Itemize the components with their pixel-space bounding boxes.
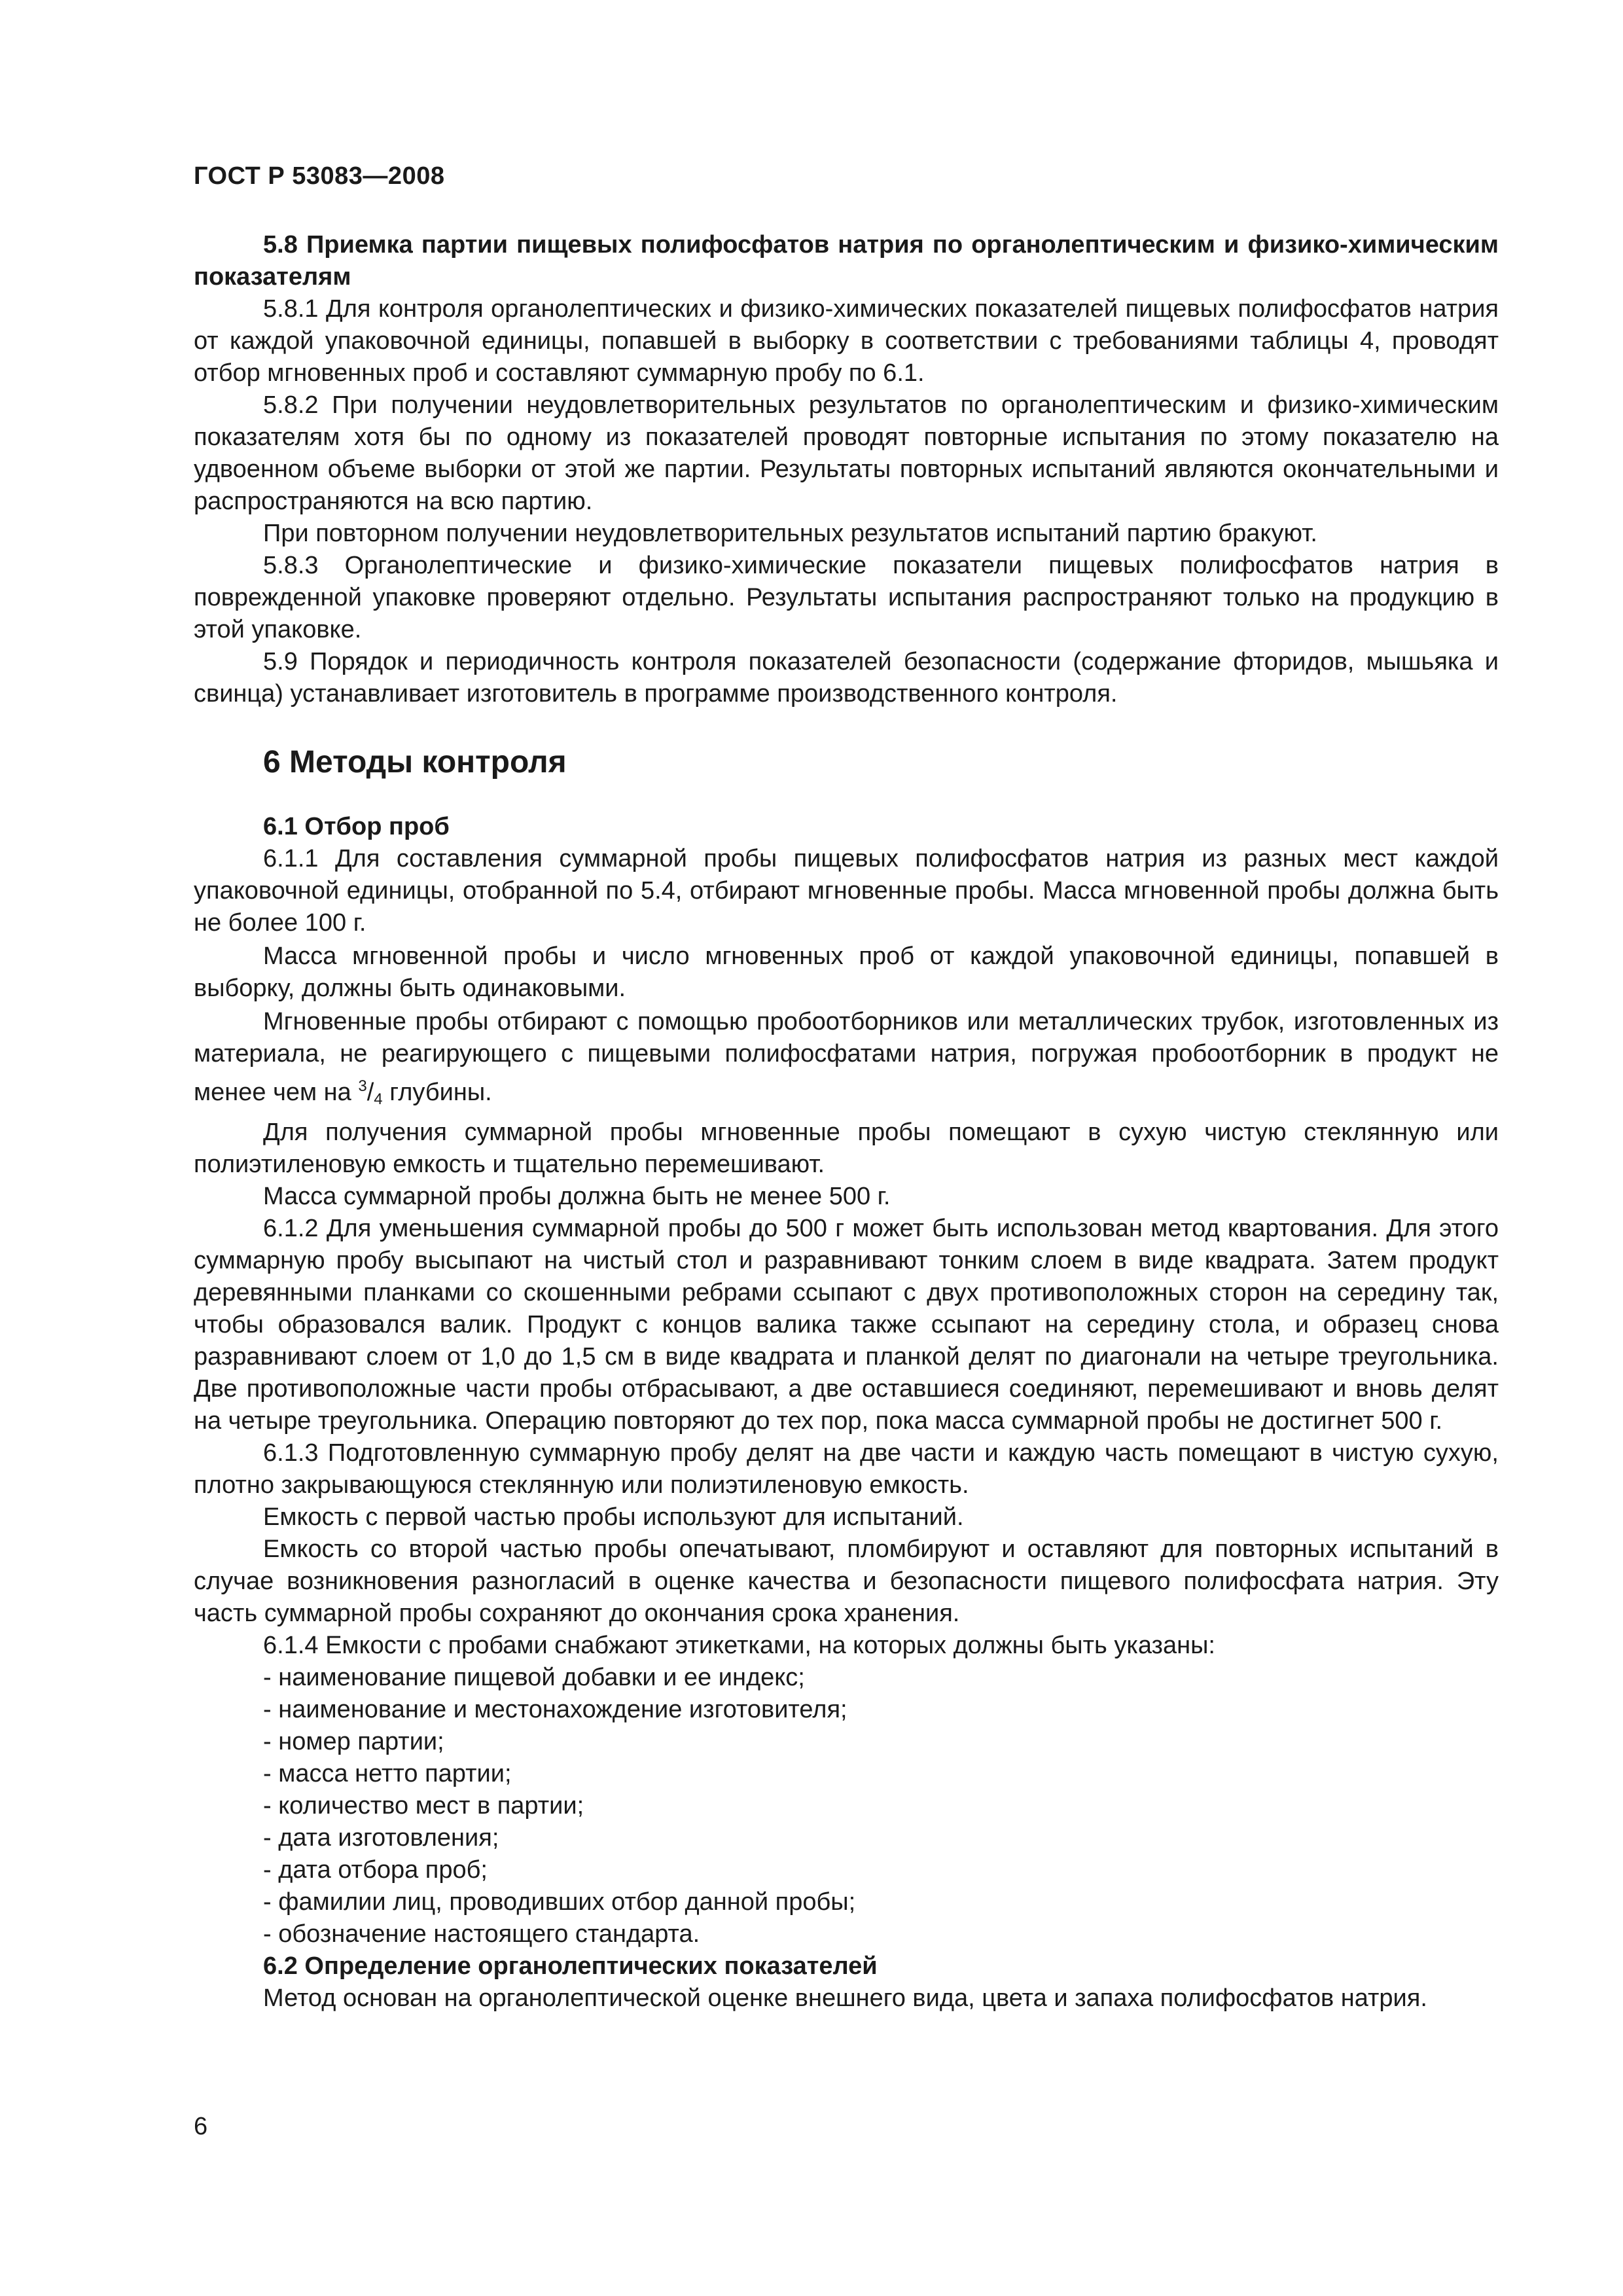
paragraph-5-8-3: 5.8.3 Органолептические и физико-химические показатели пищевых полифосфатов натрия в поврежденной упаковке проверяют отдельно. Результаты испытания распространяют только на продукцию в этой упаковке.: [194, 552, 1499, 643]
label-list-item: - наименование и местонахождение изготовителя;: [263, 1696, 847, 1723]
section-6-title: 6 Методы контроля: [263, 745, 567, 780]
paragraph-5-8-1: 5.8.1 Для контроля органолептических и физико-химических показателей пищевых полифосфатов натрия от каждой упаковочной единицы, попавшей в выборку в соответствии с требованиями таблицы 4, проводят отбор мгновенных проб и составляют суммарную пробу по 6.1.: [194, 295, 1499, 387]
fraction-three-quarters: $^3/_4$: [358, 1077, 383, 1108]
label-list-item: - обозначение настоящего стандарта.: [263, 1920, 700, 1948]
label-list-item: - масса нетто партии;: [263, 1760, 512, 1787]
samplers-text-end: глубины.: [389, 1079, 492, 1106]
section-5-8-heading: 5.8 Приемка партии пищевых полифосфатов натрия по органолептическим и физико-химическим показателям: [194, 231, 1499, 291]
paragraph-second-part: Емкость со второй частью пробы опечатывают, пломбируют и оставляют для повторных испытаний в случае возникновения разногласий в оценке качества и безопасности пищевого полифосфата натрия. Эту часть суммарной пробы сохраняют до окончания срока хранения.: [194, 1535, 1499, 1627]
paragraph-first-part: Емкость с первой частью пробы используют для испытаний.: [263, 1503, 964, 1531]
paragraph-mass-equal: Масса мгновенной пробы и число мгновенных проб от каждой упаковочной единицы, попавшей в выборку, должны быть одинаковыми.: [194, 942, 1499, 1002]
subsection-6-2-heading: 6.2 Определение органолептических показателей: [263, 1952, 878, 1980]
fraction-denominator: 4: [374, 1090, 383, 1108]
paragraph-total-mass: Масса суммарной пробы должна быть не менее 500 г.: [263, 1183, 891, 1210]
fraction-numerator: 3: [358, 1077, 367, 1095]
paragraph-6-1-1: 6.1.1 Для составления суммарной пробы пищевых полифосфатов натрия из разных мест каждой упаковочной единицы, отобранной по 5.4, отбирают мгновенные пробы. Масса мгновенной пробы должна быть не более 100 г.: [194, 845, 1499, 937]
subsection-6-1-heading: 6.1 Отбор проб: [263, 813, 450, 840]
paragraph-repeat-reject: При повторном получении неудовлетворительных результатов испытаний партию бракуют.: [263, 520, 1317, 547]
paragraph-samplers: [194, 1006, 1499, 1115]
paragraph-5-9: 5.9 Порядок и периодичность контроля показателей безопасности (содержание фторидов, мышьяка и свинца) устанавливает изготовитель в программе производственного контроля.: [194, 648, 1499, 708]
samplers-text: Мгновенные пробы отбирают с помощью пробоотборников или металлических трубок, изготовленных из материала, не реагирующего с пищевыми полифосфатами натрия, погружая пробоотборник в продукт не менее чем на: [194, 1008, 1499, 1106]
page-number: 6: [194, 2113, 208, 2140]
label-list-item: - фамилии лиц, проводивших отбор данной пробы;: [263, 1888, 856, 1916]
label-list-item: - наименование пищевой добавки и ее индекс;: [263, 1664, 805, 1691]
paragraph-6-1-2: 6.1.2 Для уменьшения суммарной пробы до 500 г может быть использован метод квартования. Для этого суммарную пробу высыпают на чистый стол и разравнивают тонким слоем в виде квадрата. Затем продукт деревянными планками со скошенными ребрами ссыпают с двух противоположных сторон на середину так, чтобы образовался валик. Продукт с концов валика также ссыпают на середину стола, и образец снова разравнивают слоем от 1,0 до 1,5 см в виде квадрата и планкой делят по диагонали на четыре треугольника. Две противоположные части пробы отбрасывают, а две оставшиеся соединяют, перемешивают и вновь делят на четыре треугольника. Операцию повторяют до тех пор, пока масса суммарной пробы не достигнет 500 г.: [194, 1215, 1499, 1435]
label-list-item: - количество мест в партии;: [263, 1792, 584, 1820]
label-list-item: - дата изготовления;: [263, 1824, 499, 1852]
paragraph-6-1-3: 6.1.3 Подготовленную суммарную пробу делят на две части и каждую часть помещают в чистую сухую, плотно закрывающуюся стеклянную или полиэтиленовую емкость.: [194, 1439, 1499, 1499]
paragraph-5-8-2: 5.8.2 При получении неудовлетворительных результатов по органолептическим и физико-химическим показателям хотя бы по одному из показателей проводят повторные испытания по этому показателю на удвоенном объеме выборки от этой же партии. Результаты повторных испытаний являются окончательными и распространяются на всю партию.: [194, 391, 1499, 515]
label-list-item: - дата отбора проб;: [263, 1856, 488, 1884]
standard-header: ГОСТ Р 53083—2008: [194, 162, 445, 190]
paragraph-6-2: Метод основан на органолептической оценке внешнего вида, цвета и запаха полифосфатов натрия.: [263, 1984, 1427, 2012]
page-content: [194, 229, 1499, 2015]
label-list-item: - номер партии;: [263, 1728, 444, 1755]
paragraph-6-1-4: 6.1.4 Емкости с пробами снабжают этикетками, на которых должны быть указаны:: [263, 1632, 1215, 1659]
paragraph-container: Для получения суммарной пробы мгновенные пробы помещают в сухую чистую стеклянную или полиэтиленовую емкость и тщательно перемешивают.: [194, 1119, 1499, 1178]
